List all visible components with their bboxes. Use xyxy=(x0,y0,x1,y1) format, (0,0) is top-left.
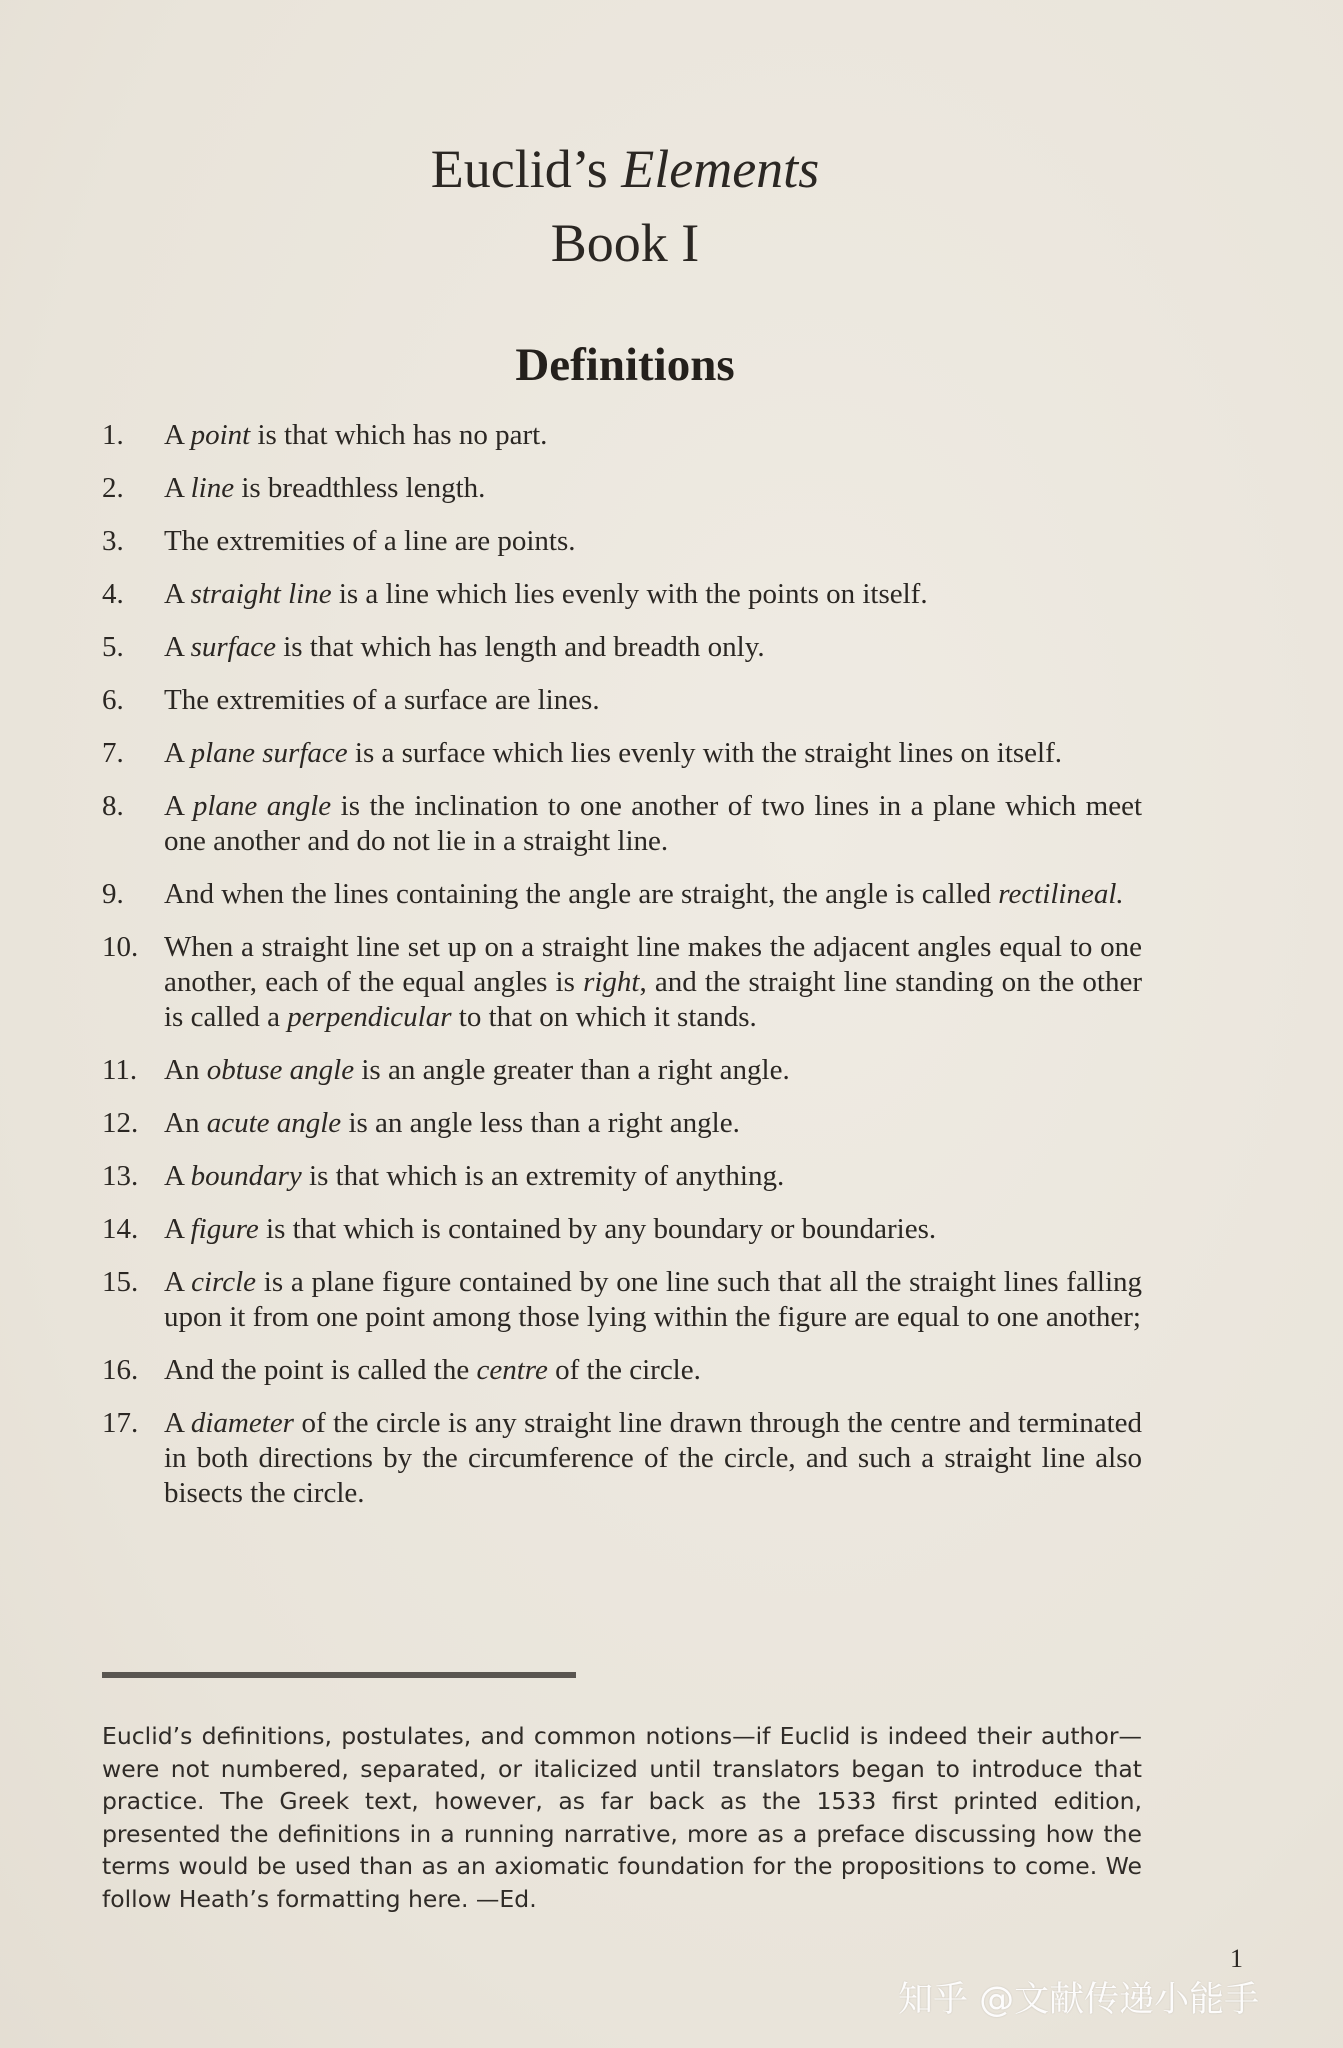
defined-term: point xyxy=(190,419,251,451)
definition-item xyxy=(102,683,1142,718)
defined-term: diameter xyxy=(190,1407,294,1439)
definition-text-run: A xyxy=(164,790,193,822)
definition-text-run: is an angle less than a right angle. xyxy=(341,1107,740,1139)
definition-text-run: The extremities of a line are points. xyxy=(164,525,576,557)
definition-text-run: is a surface which lies evenly with the straight lines on itself. xyxy=(347,737,1063,769)
definition-text xyxy=(164,789,1142,859)
page-number: 1 xyxy=(1230,1944,1243,1973)
definitions-list xyxy=(102,418,1142,1529)
definition-text-run: A xyxy=(164,1160,191,1192)
defined-term: straight line xyxy=(190,578,332,610)
definition-number: 1. xyxy=(102,419,124,451)
definition-text-run: An xyxy=(164,1054,207,1086)
defined-term: boundary xyxy=(190,1160,302,1192)
definition-item xyxy=(102,1265,1142,1335)
definition-item xyxy=(102,736,1142,771)
defined-term: obtuse angle xyxy=(206,1054,355,1086)
definition-text-run: A xyxy=(164,1407,191,1439)
definition-number: 10. xyxy=(102,931,139,963)
definition-text-run: is that which has no part. xyxy=(250,419,548,451)
defined-term: circle xyxy=(191,1266,257,1298)
section-heading: Definitions xyxy=(515,339,735,391)
title-block xyxy=(0,132,1250,280)
definition-text-run: is an angle greater than a right angle. xyxy=(354,1054,790,1086)
definition-item xyxy=(102,524,1142,559)
footnote: Euclid’s definitions, postulates, and common notions—if Euclid is indeed their author—were not numbered, separated, or italicized until translators began to introduce that practice. The Greek text, however, as far back as the 1533 first printed edition, presented the definitions in a running narrative, more as a preface discussing how the terms would be used than as an axiomatic foundation for the propositions to come. We follow Heath’s formatting here. —Ed. xyxy=(102,1722,1142,1913)
definition-item xyxy=(102,1106,1142,1141)
definition-item xyxy=(102,1159,1142,1194)
definition-text-run: is that which has length and breadth only. xyxy=(275,631,765,663)
definition-text-run: A xyxy=(164,631,191,663)
definition-text xyxy=(164,1106,1142,1141)
footnote-divider xyxy=(102,1672,576,1678)
definition-number: 15. xyxy=(102,1266,139,1298)
defined-term: acute angle xyxy=(206,1107,342,1139)
definition-item xyxy=(102,930,1142,1035)
definition-number: 7. xyxy=(102,737,124,769)
definition-number: 13. xyxy=(102,1160,139,1192)
definition-text-run: A xyxy=(164,1266,192,1298)
definition-text xyxy=(164,471,1142,506)
definition-text xyxy=(164,577,1142,612)
defined-term: right xyxy=(583,966,640,998)
definition-number: 9. xyxy=(102,878,124,910)
definition-item xyxy=(102,1353,1142,1388)
definition-text-run: When a straight line set up on a straight line makes the adjacent angles equal to one another, each of the equal angles is xyxy=(164,931,1142,998)
definition-number: 2. xyxy=(102,472,124,504)
definition-text-run: is that which is an extremity of anything. xyxy=(301,1160,785,1192)
definition-item xyxy=(102,789,1142,859)
defined-term: plane surface xyxy=(190,737,348,769)
definition-item xyxy=(102,1406,1142,1511)
defined-term: line xyxy=(190,472,235,504)
watermark-text: 知乎 @文献传递小能手 xyxy=(898,1980,1260,2020)
defined-term: figure xyxy=(190,1213,259,1245)
definition-text xyxy=(164,1159,1142,1194)
definition-text xyxy=(164,1053,1142,1088)
definition-text xyxy=(164,630,1142,665)
definition-text-run: And when the lines containing the angle are straight, the angle is called xyxy=(164,878,999,910)
definition-item xyxy=(102,630,1142,665)
definition-text-run: And the point is called the xyxy=(164,1354,477,1386)
definition-text-run: of the circle is any straight line drawn through the centre and terminated in both directions by the circumference of the circle, and such a straight line also bisects the circle. xyxy=(164,1407,1142,1509)
definition-text-run: The extremities of a surface are lines. xyxy=(164,684,600,716)
book-title-italic: Elements xyxy=(621,139,820,199)
definition-text-run: , and the straight line standing on the other is called a xyxy=(164,966,1143,1033)
definition-number: 3. xyxy=(102,525,124,557)
definition-text-run: A xyxy=(164,1213,191,1245)
definition-text xyxy=(164,524,1142,559)
defined-term: perpendicular xyxy=(287,1001,452,1033)
defined-term: surface xyxy=(190,631,276,663)
definition-number: 17. xyxy=(102,1407,139,1439)
definition-item xyxy=(102,877,1142,912)
definition-text xyxy=(164,877,1142,912)
definition-number: 6. xyxy=(102,684,124,716)
defined-term: plane angle xyxy=(192,790,332,822)
definition-text-run: A xyxy=(164,578,191,610)
definition-text xyxy=(164,683,1142,718)
definition-number: 11. xyxy=(102,1054,138,1086)
definition-number: 4. xyxy=(102,578,124,610)
book-title xyxy=(0,132,1250,206)
book-title-prefix: Euclid’s xyxy=(430,139,608,199)
book-subtitle: Book I xyxy=(550,213,700,273)
defined-term: rectilineal. xyxy=(998,878,1124,910)
definition-text-run: is that which is contained by any boundary or boundaries. xyxy=(258,1213,937,1245)
definition-text xyxy=(164,1212,1142,1247)
definition-text xyxy=(164,736,1142,771)
definition-text-run: to that on which it stands. xyxy=(451,1001,757,1033)
definition-item xyxy=(102,418,1142,453)
definition-number: 8. xyxy=(102,790,124,822)
definition-text-run: A xyxy=(164,472,191,504)
defined-term: centre xyxy=(476,1354,548,1386)
definition-text-run: A xyxy=(164,419,191,451)
definition-text-run: A xyxy=(164,737,191,769)
definition-text xyxy=(164,930,1142,1035)
definition-item xyxy=(102,471,1142,506)
definition-number: 5. xyxy=(102,631,124,663)
definition-text xyxy=(164,1353,1142,1388)
definition-item xyxy=(102,1053,1142,1088)
definition-text-run: is a line which lies evenly with the points on itself. xyxy=(331,578,928,610)
definition-text xyxy=(164,1406,1142,1511)
definition-number: 14. xyxy=(102,1213,139,1245)
definition-text-run: An xyxy=(164,1107,207,1139)
definition-item xyxy=(102,1212,1142,1247)
definition-text xyxy=(164,1265,1142,1335)
definition-text xyxy=(164,418,1142,453)
definition-text-run: of the circle. xyxy=(547,1354,701,1386)
definition-text-run: is breadthless length. xyxy=(234,472,486,504)
definition-text-run: is the inclination to one another of two lines in a plane which meet one another and do not lie in a straight line. xyxy=(164,790,1142,857)
definition-number: 16. xyxy=(102,1354,139,1386)
definition-text-run: is a plane figure contained by one line such that all the straight lines falling upon it from one point among those lying within the figure are equal to one another; xyxy=(164,1266,1143,1333)
definition-item xyxy=(102,577,1142,612)
definition-number: 12. xyxy=(102,1107,139,1139)
